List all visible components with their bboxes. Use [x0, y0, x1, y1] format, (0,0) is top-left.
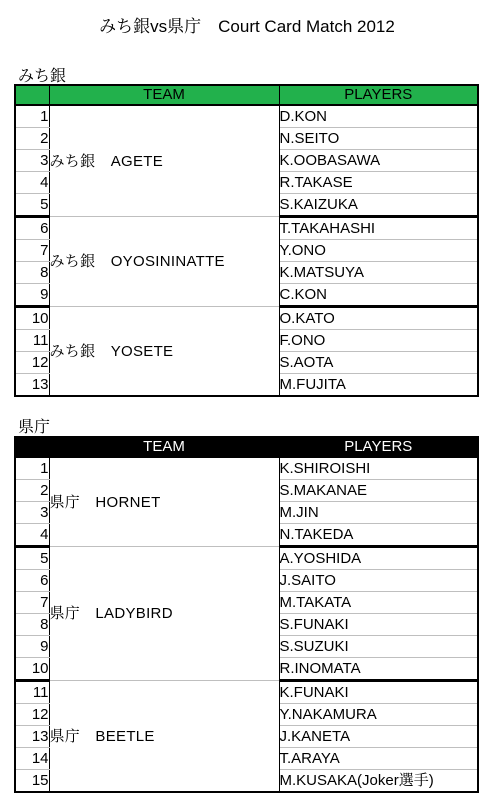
table-row: [15, 217, 478, 240]
row-number: 6: [15, 570, 49, 592]
row-number: 13: [15, 374, 49, 397]
player-name: K.FUNAKI: [279, 681, 478, 704]
team-name: 県庁 HORNET: [49, 457, 279, 547]
player-name: N.TAKEDA: [279, 524, 478, 547]
player-name: O.KATO: [279, 307, 478, 330]
player-name: M.TAKATA: [279, 592, 478, 614]
table-row: [15, 105, 478, 128]
header-players: PLAYERS: [279, 85, 478, 105]
player-name: S.AOTA: [279, 352, 478, 374]
row-number: 4: [15, 172, 49, 194]
player-name: A.YOSHIDA: [279, 547, 478, 570]
player-name: J.SAITO: [279, 570, 478, 592]
row-number: 7: [15, 592, 49, 614]
player-name: S.SUZUKI: [279, 636, 478, 658]
table-row: [15, 307, 478, 330]
row-number: 13: [15, 726, 49, 748]
row-number: 4: [15, 524, 49, 547]
row-number: 12: [15, 704, 49, 726]
player-name: S.FUNAKI: [279, 614, 478, 636]
player-name: M.KUSAKA(Joker選手): [279, 770, 478, 793]
header-team: TEAM: [49, 85, 279, 105]
row-number: 2: [15, 480, 49, 502]
page-title: みち銀vs県庁 Court Card Match 2012: [99, 17, 395, 36]
team-name: みち銀 YOSETE: [49, 307, 279, 397]
row-number: 3: [15, 502, 49, 524]
player-name: K.SHIROISHI: [279, 457, 478, 480]
team-name: 県庁 LADYBIRD: [49, 547, 279, 681]
player-name: R.INOMATA: [279, 658, 478, 681]
roster-table-michigin: [14, 84, 479, 397]
team-name: みち銀 AGETE: [49, 105, 279, 217]
row-number: 8: [15, 614, 49, 636]
table-row: [15, 547, 478, 570]
player-name: K.OOBASAWA: [279, 150, 478, 172]
row-number: 11: [15, 681, 49, 704]
player-name: S.MAKANAE: [279, 480, 478, 502]
team-name: みち銀 OYOSININATTE: [49, 217, 279, 307]
row-number: 8: [15, 262, 49, 284]
player-name: F.ONO: [279, 330, 478, 352]
header-number: [15, 437, 49, 457]
player-name: J.KANETA: [279, 726, 478, 748]
row-number: 1: [15, 105, 49, 128]
row-number: 5: [15, 194, 49, 217]
row-number: 3: [15, 150, 49, 172]
player-name: C.KON: [279, 284, 478, 307]
player-name: Y.ONO: [279, 240, 478, 262]
player-name: Y.NAKAMURA: [279, 704, 478, 726]
header-number: [15, 85, 49, 105]
player-name: R.TAKASE: [279, 172, 478, 194]
team-name: 県庁 BEETLE: [49, 681, 279, 793]
table-row: [15, 681, 478, 704]
row-number: 9: [15, 636, 49, 658]
section-label-kencho: 県庁: [18, 419, 51, 436]
row-number: 1: [15, 457, 49, 480]
table-row: [15, 457, 478, 480]
header-team: TEAM: [49, 437, 279, 457]
player-name: M.JIN: [279, 502, 478, 524]
player-name: D.KON: [279, 105, 478, 128]
row-number: 2: [15, 128, 49, 150]
row-number: 11: [15, 330, 49, 352]
row-number: 7: [15, 240, 49, 262]
row-number: 15: [15, 770, 49, 793]
row-number: 12: [15, 352, 49, 374]
row-number: 10: [15, 658, 49, 681]
section-label-michigin: みち銀: [18, 68, 67, 85]
header-players: PLAYERS: [279, 437, 478, 457]
player-name: M.FUJITA: [279, 374, 478, 397]
row-number: 5: [15, 547, 49, 570]
row-number: 10: [15, 307, 49, 330]
player-name: K.MATSUYA: [279, 262, 478, 284]
player-name: N.SEITO: [279, 128, 478, 150]
roster-table-kencho: [14, 436, 479, 793]
player-name: S.KAIZUKA: [279, 194, 478, 217]
player-name: T.TAKAHASHI: [279, 217, 478, 240]
player-name: T.ARAYA: [279, 748, 478, 770]
row-number: 6: [15, 217, 49, 240]
row-number: 9: [15, 284, 49, 307]
row-number: 14: [15, 748, 49, 770]
